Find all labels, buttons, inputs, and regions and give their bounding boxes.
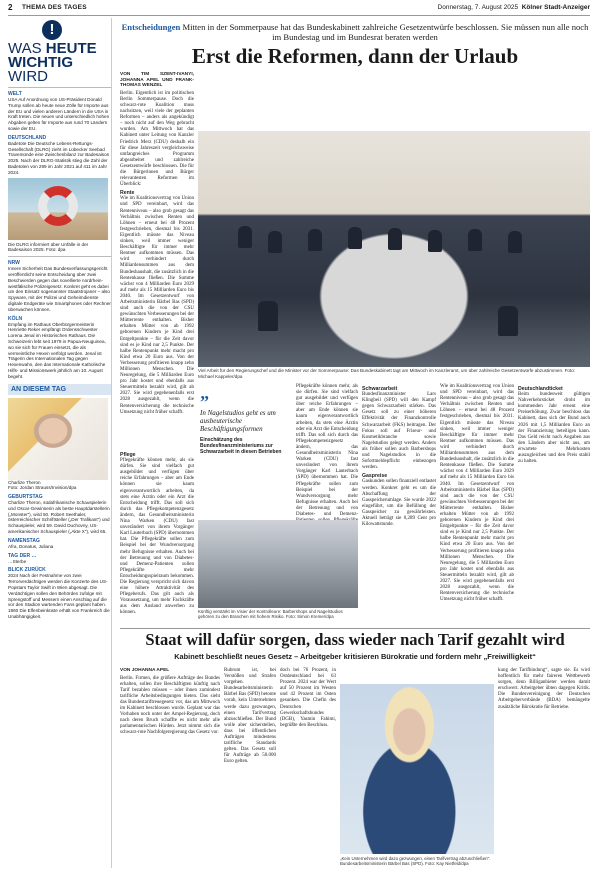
- date-line: Donnerstag, 7. August 2025 Kölner Stadt-Anzeiger: [437, 4, 590, 11]
- subheading: Schwarzarbeit: [362, 386, 398, 392]
- sidebar-text: Innere Sicherheit Das Bundesverfassungsgericht veröffentlicht seine Entscheidung über zwei Beschwerden gegen das novellierte nordrhein-westfälische Polizeigesetz. Konkret geht es dabei um den Einsatz sogenannter Staatstrojaner – also Spyware, mit der Polizei und Geheimdienste digitale Endgeräte wie Smartphones oder Rechner überwachen können.: [8, 266, 111, 312]
- body-paragraph: Wie im Koalitionsvertrag von Union und SPD vereinbart, wird das Rentenniveau – also grob gesagt das Verhältnis zwischen Renten und Löhnen – erneut bei 48 Prozent festgeschrieben, diesmal bis 2031. Eigentlich müsste das Niveau sinken, weil immer weniger Beschäftigte für immer mehr Rentner aufkommen müssen. Das wird verhindert durch Milliardensummen aus dem Bundeshaushalt, die zusätzlich in die Rentenkasse fließen. Die Summe wächst von 4 Milliarden Euro 2029 auf mehr als 15 Milliarden Euro bis 2040. Im Gesetzentwurf von Arbeitsministerin Bärbel Bas (SPD) sind auch die von der CSU gewünschten Verbesserungen bei der Mütterrente enthalten. Bisher erhalten Mütter von ab 1992 geborenen Kindern je Kind drei Entgeltpunkte – für die Zeit davor sind es je Kind nur 2,5 Punkte. Der halbe Rentenpunkt mehr macht pro Kind etwa 20 Euro aus. Von der Verbesserung profitieren knapp zehn Millionen Menschen. Die Neuregelung, die 5 Milliarden Euro pro Jahr kostet und ebenfalls aus Steuermitteln bezahlt wird, gilt ab 2027. Sie wird gegebenenfalls erst 2028 ausgezahlt, wenn die Rentenversicherung die technische Umsetzung nicht früher schafft.: [440, 384, 515, 603]
- article2-subheadline: Kabinett beschließt neues Gesetz – Arbeitgeber kritisieren Bürokratie und fordern mehr „Freiwilligkeit“: [174, 652, 536, 661]
- sidebar-heading: NRW: [8, 260, 20, 267]
- sidebar-heading: TAG DER …: [8, 552, 37, 559]
- lifebuoy-photo: [8, 178, 108, 240]
- article-column: [120, 72, 194, 447]
- sidebar-heading: NAMENSTAG: [8, 537, 40, 544]
- on-this-day-heading: AN DIESEM TAG: [8, 384, 111, 395]
- sidebar-text: USA Auf Anordnung von US-Präsident Donald Trump sollen ab heute neue Zölle für Importe aus der EU und vielen anderen Ländern in die USA in Kraft treten. Die neuen und unterschiedlich hohen Abgaben gelten für Importe aus rund 70 Ländern sowie der EU.: [8, 97, 110, 131]
- subheading: Pflege: [120, 452, 136, 458]
- sidebar-text: Badetote Die Deutsche Lebens-Rettungs-Gesellschaft (DLRG) zieht im Lübecker Seebad Travemünde eine Zwischenbilanz zur Badesaison 2025. Nach der DLRG-Statistik stieg die Zahl der Badetoten von 299 im Jahr 2021 auf 411 im Jahr 2024.: [8, 140, 110, 175]
- article-column: [280, 668, 336, 868]
- cabinet-photo: [198, 131, 590, 367]
- article-kicker: Entscheidungen Mitten in der Sommerpause hat das Bundeskabinett zahlreiche Gesetzentwürfe beschlossen. Sie müssen nun alle noch im Bundestag und im Bundesrat beraten werden: [121, 22, 589, 42]
- sidebar-text: Charlize Theron, südafrikanische Schauspielerin und Oscar-Gewinnerin als beste Hauptdarstellerin („Monster“), wird 50. Robert Seethaler, österreichischer Schriftsteller („Der Trafikant“) und Schauspieler, wird 59. David Duchovny, US-amerikanischer Schauspieler („Akte X“), wird 65.: [8, 500, 110, 535]
- article-column: [362, 384, 436, 624]
- divider: [120, 628, 590, 629]
- byline: VON TIM SZENT-IVANYI, JOHANNA APEL UND FRANK-THOMAS WENZEL: [120, 72, 194, 89]
- page-header: [8, 2, 590, 16]
- lead-paragraph: Berlin. Eigentlich ist im politischen Berlin Sommerpause. Doch die schwarz-rote Koalition muss nachsitzen, weil viele der geplanten Reformen – anders als angekündigt – noch nicht auf den Weg gebracht wurden. Am Mittwoch hat das Kabinett unter Leitung von Kanzler Friedrich Merz (CDU) deshalb ein für diese Jahreszeit vergleichsweise umfangreiches Programm abgearbeitet und zahlreiche Gesetzentwürfe beschlossen. Die für die Bürgerinnen und Bürger relevantesten Reformen im Überblick:: [120, 90, 194, 188]
- body-paragraph: Rubrum ist, bei Verstößen und Strafen vorgehen. Bundesarbeitsministerin Bärbel Bas (SPD) betonte vorab, kein Unternehmen werde dazu gezwungen, einen Tarifvertrag abzuschließen. Der Bund wolle aber sicherstellen, dass bei öffentlichen Aufträgen mindestens tarifliche Standards gelten. Das Gesetz soll für Aufträge ab 50.000 Euro gelten.: [224, 668, 276, 765]
- body-paragraph: Pflegekräfte können mehr, als sie dürfen. Sie sind vielfach gut ausgebildet und verfügen über reiche Erfahrungen – aber am Ende können sie kaum eigenverantwortlich arbeiten, da stets eine Ärztin oder ein Arzt die Entscheidung trifft. Das soll sich durch das Pflegekompetenzgesetz ändern, das Gesundheitsministerin Nina Warken (CDU) fast unverändert von ihrem Vorgänger Karl Lauterbach (SPD) übernommen hat. Die Pflegekräfte sollen zum Beispiel bei der Wundversorgung mehr Befugnisse erhalten. Auch bei der Betreuung und von Diabetes- und Demenz-Patienten sollen Pflegekräfte mehr Entscheidungsspielraum bekommen. Die Regierung verspricht sich davon eine höhere Attraktivität des Pflegeberufs. Das gilt auch als Voraussetzung, um mehr Fachkräfte aus dem Ausland anwerben zu können.: [120, 458, 195, 616]
- body-paragraph: Berlin. Firmen, die größere Aufträge des Bundes erhalten, sollen ihre Beschäftigten künftig nach Tarif bezahlen müssen – oder ihnen zumindest tarifliche Arbeitsbedingungen bieten. Das sieht das Bundestariftreuegesetz vor, das am Mittwoch im Kabinett beschlossen wurde. Geplant war das Vorhaben noch unter der Ampel-Regierung, doch nach deren Bruch schaffte es nicht mehr alle parlamentarischen Hürden. Jetzt nimmt sich die schwarz-rote Nachfolgeregierung das Gesetz vor.: [120, 675, 220, 736]
- body-paragraph: Wie im Koalitionsvertrag von Union und SPD vereinbart, wird das Rentenniveau – also grob gesagt das Verhältnis zwischen Renten und Löhnen – erneut bei 48 Prozent festgeschrieben, diesmal bis 2031. Eigentlich müsste das Niveau sinken, weil immer weniger Beschäftigte für immer mehr Rentner aufkommen müssen. Das wird verhindert durch Milliardensummen aus dem Bundeshaushalt, die zusätzlich in die Rentenkasse fließen. Die Summe wächst von 4 Milliarden Euro 2029 auf mehr als 15 Milliarden Euro bis 2040. Im Gesetzentwurf von Arbeitsministerin Bärbel Bas (SPD) sind auch die von der CSU gewünschten Verbesserungen bei der Mütterrente enthalten. Bisher erhalten Mütter von ab 1992 geborenen Kindern je Kind drei Entgeltpunkte – für die Zeit davor sind es je Kind nur 2,5 Punkte. Der halbe Rentenpunkt mehr macht pro Kind etwa 20 Euro aus. Von der Verbesserung profitieren knapp zehn Millionen Menschen. Die Neuregelung, die 5 Milliarden Euro pro Jahr kostet und ebenfalls aus Steuermitteln bezahlt wird, gilt ab 2027. Sie wird gegebenenfalls erst 2028 ausgezahlt, wenn die Rentenversicherung die technische Umsetzung nicht früher schafft.: [120, 196, 195, 415]
- sidebar-text: 2024 Nach der Festnahme von zwei Terrorverdächtigen werden die Konzerte des US-Popstars Taylor Swift in Wien abgesagt. Die Verdächtigen sollen den Behörden zufolge mit Sprengstoff und Messern einen Anschlag auf die vor den Stadion wartenden Fans geplant haben. 1960 Die Elfenbeinküste erhält von Frankreich die Unabhängigkeit.: [8, 573, 110, 620]
- byline: VON JOHANNA APEL: [120, 668, 170, 673]
- subheading: Deutschlandticket: [518, 386, 563, 392]
- body-paragraph: Beim bundesweit gültigen Nahverkehrsticket droht im kommenden Jahr erneut eine Preiserhöhung. Zwar beschloss das Kabinett, dass sich der Bund auch 2026 mit 1,5 Milliarden Euro an der Finanzierung beteiligen kann. Das Geld reicht nach Angaben aus den Ländern aber nicht aus, um erwartete Mehrkosten auszugleichen und den Preis stabil zu halten.: [518, 392, 590, 465]
- minister-photo: [340, 684, 494, 854]
- photo-caption: Viel Arbeit für den Regierungschef und die Minister vor der Sommerpause: Das Bundeskabinett tagt am Mittwoch im Kanzleramt, um über zahlreiche Gesetzentwürfe abzustimmen. Foto: Michael Kappeler/dpa: [198, 368, 576, 379]
- sidebar-heading: DEUTSCHLAND: [8, 134, 47, 141]
- quote-icon: ”: [200, 392, 209, 412]
- article-column: [296, 384, 358, 518]
- exclamation-icon: !: [42, 20, 62, 40]
- photo-caption: Die DLRG informiert über Unfälle in der Badesaison 2025. Foto: dpa: [8, 241, 89, 253]
- article-column: [224, 668, 276, 868]
- subheading: Gaspreise: [362, 473, 388, 480]
- sidebar-heading: KÖLN: [8, 315, 23, 322]
- sidebar-heading: WELT: [8, 91, 22, 97]
- body-paragraph: Gaskunden sollen finanziell entlastet werden. Konkret geht es um die Abschaffung der Gasspeicherumlage. Sie wurde 2022 eingeführt, um die Befüllung der Gasspeicher zu gewährleisten. Aktuell beträgt sie 0,289 Cent pro Kilowattstunde.: [362, 479, 436, 528]
- article-column: [440, 384, 514, 624]
- photo-caption: Charlize Theron Foto: Jordan Strauss/Invision/dpa: [8, 479, 77, 491]
- sidebar-text: Empfang im Rathaus Oberbürgermeisterin Henriette Reker empfängt Ordensschwester Lorena Jenal im Historischen Rathaus. Die Schweizerin lebt seit 1979 in Papua-Neuguinea, wo sie sich für Frauen einsetzt, die als vermeintliche Hexen verfolgt werden. Jenal ist Trägerin des Internationalen Tag gegen Hexenwahn, den das Internationale Katholische Hilfs- und Missionswerk jährlich am 10. August begeht.: [8, 321, 106, 379]
- barbershop-photo: [198, 520, 358, 608]
- article-headline: Erst die Reformen, dann der Urlaub: [191, 44, 519, 68]
- sidebar-heading: BLICK ZURÜCK: [8, 567, 46, 574]
- article-column: [518, 384, 590, 624]
- sidebar: [8, 18, 112, 868]
- article-column: [120, 668, 220, 868]
- photo-caption: Künftig verstärkt im Visier der Kontrolleure: Barbershops und Nagelstudios gehören zu den Branchen mit hohem Risiko. Foto: Simon Kremer/dpa: [198, 609, 343, 620]
- article-column: [120, 450, 194, 625]
- article-column: [498, 668, 590, 868]
- photo-caption: „Kein Unternehmen wird dazu gezwungen, einen Tarifvertrag abzuschließen“: Bundesarbeitsministerin Bärbel Bas (SPD). Foto: Kay Nietfeld/dpa: [340, 856, 491, 867]
- section-title: THEMA DES TAGES: [22, 4, 87, 11]
- sidebar-title: WAS HEUTE WICHTIG WIRD: [8, 40, 97, 85]
- sidebar-text: Afra, Donatus, Juliana: [8, 543, 54, 549]
- portrait-photo: [8, 398, 108, 480]
- sidebar-text: …Sterbe: [8, 558, 27, 564]
- pull-quote: [200, 392, 290, 455]
- body-paragraph: Bundesfinanzminister Lars Klingbeil (SPD) will den Kampf gegen Schwarzarbeit stärken. Das Gesetz soll zu einer höheren Effektivität der Finanzkontrolle Schwarzarbeit (FKS) beitragen. Der Fokus soll auf Friseur- und Kosmetikbranche sowie Nagelstudios gelegt werden. Anders als früher sollen auch Barbershops und Nagelstudios in die Sofortmeldepflicht einbezogen werden.: [362, 392, 436, 471]
- subheading: Rente: [120, 190, 135, 197]
- page-number: 2: [8, 3, 13, 12]
- quote-source: Einschätzung des Bundesfinanzministeriums zur Schwarzarbeit in diesen Betrieben: [200, 437, 282, 455]
- article2-headline: Staat will dafür sorgen, dass wieder nach Tarif gezahlt wird: [145, 630, 565, 649]
- body-paragraph: kung der Tarifbindung“, sagte sie. Es wird hoffentlich für mehr faireren Wettbewerb sorgen, denn Billiganbieter werden damit erschwert. Arbeitgeber übten dagegen Kritik. Die Bundesvereinigung der Deutschen Arbeitgeberverbände (BDA) bemängelte zusätzliche Bürokratie für Betriebe.: [498, 668, 590, 710]
- quote-text: In Nagelstudios geht es um ausbeuterische Beschäftigungsformen: [200, 409, 276, 433]
- body-paragraph: Pflegekräfte können mehr, als sie dürfen. Sie sind vielfach gut ausgebildet und verfügen über reiche Erfahrungen – aber am Ende können sie kaum eigenverantwortlich arbeiten, da stets eine Ärztin oder ein Arzt die Entscheidung trifft. Das soll sich durch das Pflegekompetenzgesetz ändern, das Gesundheitsministerin Nina Warken (CDU) fast unverändert von ihrem Vorgänger Karl Lauterbach (SPD) übernommen hat. Die Pflegekräfte sollen zum Beispiel bei der Wundversorgung mehr Befugnisse erhalten. Auch bei der Betreuung und von Diabetes- und Demenz-: [296, 384, 358, 517]
- body-paragraph: doch bei 76 Prozent, in Ostdeutschland bei 63 Prozent. 2024 war der Wert auf 50 Prozent im Westen und 42 Prozent im Osten gesunken. Die Chefin des Deutschen Gewerkschaftsbundes (DGB), Yasmin Fahimi, begrüßte den Beschluss.: [280, 668, 336, 728]
- sidebar-heading: GEBURTSTAG: [8, 494, 43, 501]
